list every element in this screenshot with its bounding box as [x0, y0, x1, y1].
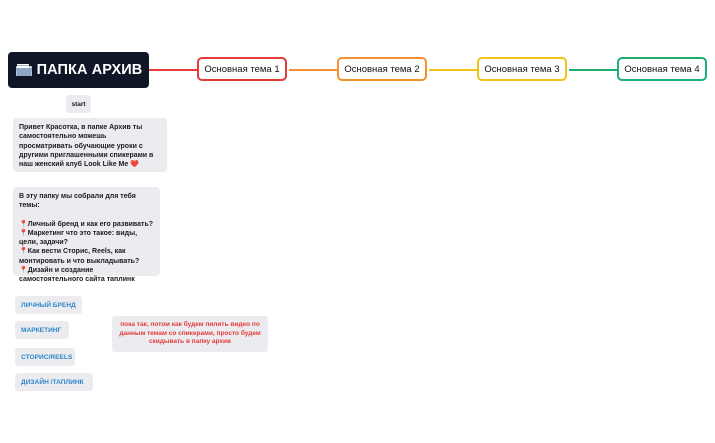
topics-list-item [19, 247, 154, 266]
topics-list-item-text: Дизайн и создание самостоятельного сайта таплинк [19, 267, 135, 284]
tag-personal-brand[interactable] [15, 296, 82, 314]
topics-list-item [19, 229, 154, 248]
pin-icon: 📍 [19, 248, 28, 256]
connector-1 [149, 69, 197, 71]
topics-list [19, 220, 154, 285]
topics-list-item-text: Личный бренд и как его развивать? [27, 220, 154, 228]
connector-3 [429, 69, 477, 71]
topic-4[interactable] [617, 57, 707, 81]
topics-list-item [19, 266, 154, 285]
tag-marketing[interactable] [15, 321, 69, 339]
topics-note[interactable] [13, 187, 160, 284]
tag-stories-reels[interactable] [15, 348, 75, 366]
topic-1[interactable] [197, 57, 287, 81]
topics-list-item-text: Как вести Сторис, Reels, как монтировать и что выкладывать? [19, 248, 140, 265]
folder-icon [15, 63, 33, 77]
topics-list-item-text: Маркетинг что это такое: виды, цели, задачи? [19, 229, 138, 247]
root-title: ПАПКА АРХИВ [36, 62, 143, 78]
intro-note[interactable] [13, 118, 167, 172]
connector-2 [289, 69, 337, 71]
tag-text: ЛИЧНЫЙ БРЕНД [21, 301, 76, 309]
connector-4 [569, 69, 617, 71]
pin-icon: 📍 [19, 267, 28, 275]
topic-1-label: Основная тема 1 [204, 63, 280, 75]
topic-4-label: Основная тема 4 [624, 63, 700, 75]
topic-2[interactable] [337, 57, 427, 81]
tag-text: ДИЗАЙН /ТАПЛИНК [21, 378, 84, 386]
red-note-text: пока так, потом как будем пилить видео по данным темам со спикерами, просто будем скидывать в папку архив [119, 321, 261, 346]
topics-list-item [19, 220, 154, 229]
red-note[interactable] [112, 316, 268, 352]
pin-icon: 📍 [19, 220, 28, 228]
topics-note-heading: В эту папку мы собрали для тебя темы: [19, 193, 136, 210]
topic-3-label: Основная тема 3 [484, 63, 560, 75]
intro-text: Привет Красотка, в папке Архив ты самостоятельно можешь просматривать обучающие уроки с другими приглашенными спикерами в наш женский клуб Look Like Me [19, 124, 154, 169]
start-label[interactable] [66, 95, 91, 113]
tag-text: МАРКЕТИНГ [21, 326, 62, 334]
pin-icon: 📍 [19, 229, 28, 237]
topic-3[interactable] [477, 57, 567, 81]
start-text: start [71, 100, 86, 108]
topic-2-label: Основная тема 2 [344, 63, 420, 75]
tag-text: СТОРИС/REELS [21, 353, 73, 361]
root-node[interactable] [8, 52, 149, 88]
tag-design-taplink[interactable] [15, 373, 93, 391]
heart-icon: ❤️ [130, 161, 139, 169]
